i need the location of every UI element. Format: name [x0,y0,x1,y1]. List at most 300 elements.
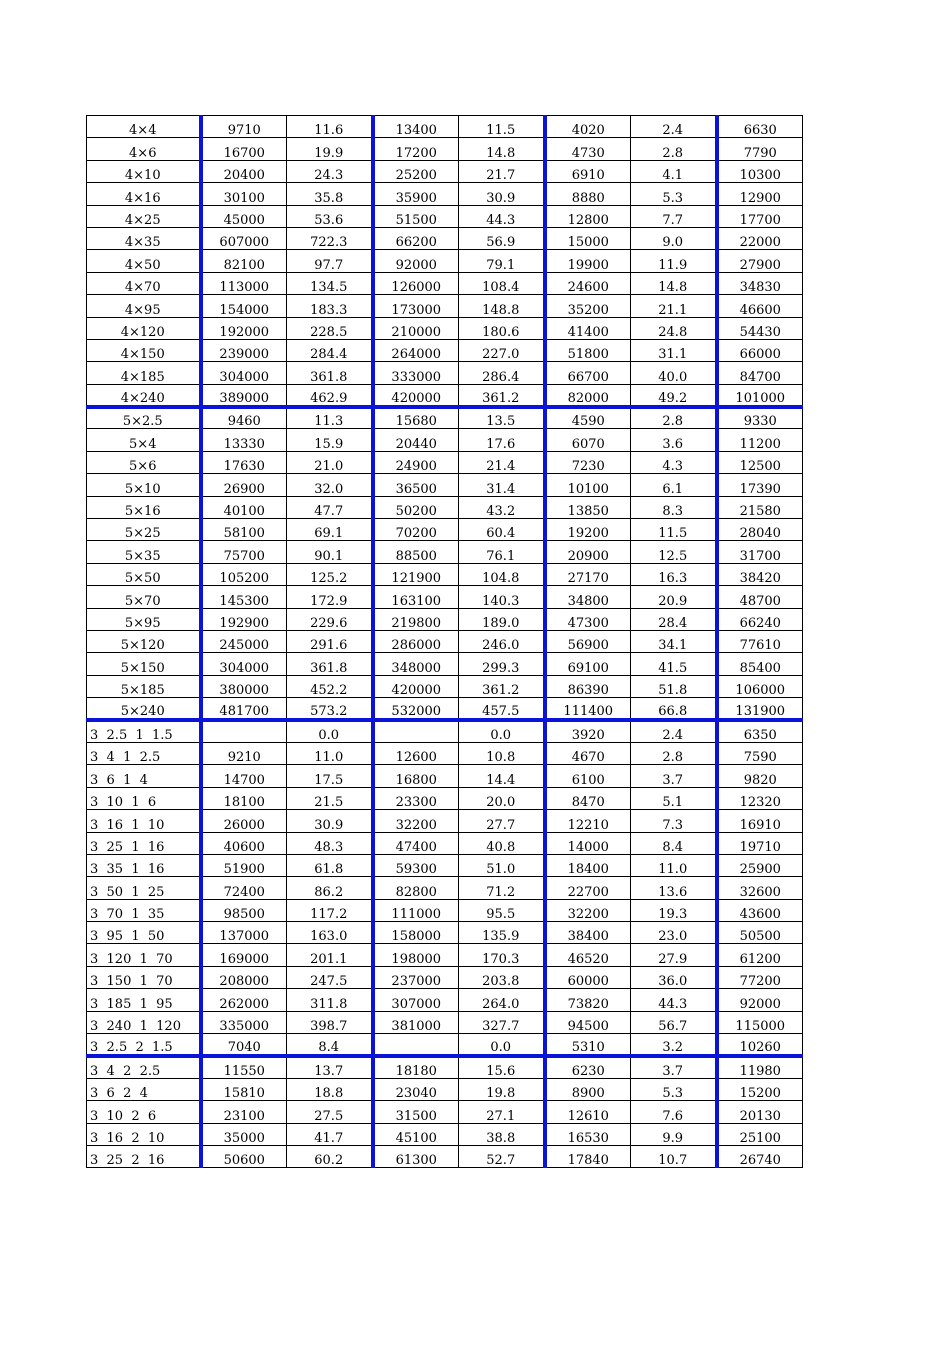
value-cell: 52.7 [459,1145,545,1167]
table-row [87,227,803,249]
value-cell: 361.8 [287,362,373,384]
value-cell: 145300 [201,586,287,608]
value-cell: 361.2 [459,384,545,406]
spec-cell: 3 120 1 70 [87,944,201,966]
value-cell: 104.8 [459,563,545,585]
value-cell: 126000 [373,272,459,294]
value-cell: 10.7 [631,1145,717,1167]
value-cell: 15000 [545,227,631,249]
value-cell: 49.2 [631,384,717,406]
value-cell: 61300 [373,1145,459,1167]
value-cell: 180.6 [459,317,545,339]
value-cell: 134.5 [287,272,373,294]
value-cell: 17390 [717,474,803,496]
value-cell: 31500 [373,1101,459,1123]
value-cell: 12600 [373,742,459,764]
value-cell: 14.4 [459,765,545,787]
value-cell: 286.4 [459,362,545,384]
spec-cell: 3 95 1 50 [87,922,201,944]
value-cell: 7230 [545,451,631,473]
value-cell: 722.3 [287,227,373,249]
value-cell: 28040 [717,519,803,541]
value-cell: 12320 [717,787,803,809]
value-cell: 44.3 [459,205,545,227]
value-cell: 307000 [373,989,459,1011]
value-cell: 389000 [201,384,287,406]
value-cell: 40100 [201,496,287,518]
value-cell: 284.4 [287,339,373,361]
value-cell: 192900 [201,608,287,630]
table-row [87,407,803,429]
value-cell: 27.9 [631,944,717,966]
value-cell: 56.9 [459,227,545,249]
value-cell: 420000 [373,384,459,406]
value-cell: 41400 [545,317,631,339]
value-cell: 163100 [373,586,459,608]
table-row [87,1123,803,1145]
value-cell: 192000 [201,317,287,339]
value-cell: 16530 [545,1123,631,1145]
value-cell: 54430 [717,317,803,339]
value-cell: 69.1 [287,519,373,541]
value-cell: 481700 [201,698,287,720]
value-cell: 35200 [545,295,631,317]
value-cell: 15680 [373,407,459,429]
value-cell: 60.4 [459,519,545,541]
value-cell: 66.8 [631,698,717,720]
value-cell: 47400 [373,832,459,854]
value-cell: 94500 [545,1011,631,1033]
value-cell: 61.8 [287,854,373,876]
table-row [87,563,803,585]
table-row [87,966,803,988]
value-cell: 11980 [717,1056,803,1078]
value-cell: 4.3 [631,451,717,473]
value-cell: 82000 [545,384,631,406]
value-cell: 19710 [717,832,803,854]
value-cell: 40.0 [631,362,717,384]
table-row [87,451,803,473]
value-cell: 333000 [373,362,459,384]
value-cell: 19.8 [459,1078,545,1100]
value-cell: 40.8 [459,832,545,854]
value-cell: 9210 [201,742,287,764]
table-row [87,1078,803,1100]
value-cell: 90.1 [287,541,373,563]
value-cell: 59300 [373,854,459,876]
value-cell: 2.8 [631,138,717,160]
value-cell: 0.0 [459,1034,545,1056]
table-row [87,496,803,518]
spec-cell: 5×10 [87,474,201,496]
value-cell: 198000 [373,944,459,966]
value-cell: 158000 [373,922,459,944]
value-cell: 11.5 [459,116,545,138]
value-cell: 27.5 [287,1101,373,1123]
value-cell: 3.6 [631,429,717,451]
value-cell: 7040 [201,1034,287,1056]
spec-cell: 5×2.5 [87,407,201,429]
value-cell: 60.2 [287,1145,373,1167]
spec-cell: 3 150 1 70 [87,966,201,988]
value-cell: 20.9 [631,586,717,608]
spec-cell: 4×240 [87,384,201,406]
value-cell: 6910 [545,160,631,182]
value-cell: 135.9 [459,922,545,944]
value-cell: 2.4 [631,116,717,138]
value-cell: 72400 [201,877,287,899]
value-cell: 462.9 [287,384,373,406]
value-cell: 17630 [201,451,287,473]
table-row [87,586,803,608]
value-cell: 8.4 [287,1034,373,1056]
table-row [87,116,803,138]
value-cell: 70200 [373,519,459,541]
value-cell: 51.8 [631,675,717,697]
value-cell: 14.8 [631,272,717,294]
table-row [87,519,803,541]
value-cell: 3.2 [631,1034,717,1056]
value-cell: 2.8 [631,407,717,429]
spec-cell: 4×10 [87,160,201,182]
value-cell: 10.8 [459,742,545,764]
table-row [87,698,803,720]
value-cell: 31.1 [631,339,717,361]
value-cell: 14700 [201,765,287,787]
value-cell: 45100 [373,1123,459,1145]
value-cell: 169000 [201,944,287,966]
value-cell: 86.2 [287,877,373,899]
table-row [87,630,803,652]
table-row [87,183,803,205]
table-row [87,205,803,227]
value-cell: 304000 [201,362,287,384]
value-cell: 21.4 [459,451,545,473]
value-cell: 21580 [717,496,803,518]
table-row [87,742,803,764]
value-cell: 15.9 [287,429,373,451]
value-cell: 9.0 [631,227,717,249]
value-cell: 4590 [545,407,631,429]
value-cell: 40600 [201,832,287,854]
spec-cell: 5×185 [87,675,201,697]
value-cell: 7.3 [631,810,717,832]
value-cell: 21.1 [631,295,717,317]
table-row [87,317,803,339]
value-cell: 148.8 [459,295,545,317]
table-row [87,384,803,406]
value-cell: 117.2 [287,899,373,921]
value-cell: 8880 [545,183,631,205]
value-cell: 66200 [373,227,459,249]
value-cell: 13400 [373,116,459,138]
value-cell: 15.6 [459,1056,545,1078]
value-cell: 16800 [373,765,459,787]
value-cell: 12900 [717,183,803,205]
spec-cell: 3 6 2 4 [87,1078,201,1100]
value-cell: 82800 [373,877,459,899]
value-cell: 16.3 [631,563,717,585]
value-cell: 25200 [373,160,459,182]
value-cell: 7.7 [631,205,717,227]
table-row [87,989,803,1011]
value-cell: 10100 [545,474,631,496]
value-cell: 48700 [717,586,803,608]
table-row [87,474,803,496]
value-cell: 0.0 [459,720,545,742]
value-cell: 11.9 [631,250,717,272]
table-row [87,675,803,697]
value-cell: 111000 [373,899,459,921]
value-cell: 361.8 [287,653,373,675]
value-cell: 6350 [717,720,803,742]
value-cell: 26740 [717,1145,803,1167]
spec-cell: 5×120 [87,630,201,652]
table-body [87,116,803,1168]
value-cell: 20440 [373,429,459,451]
value-cell: 17700 [717,205,803,227]
value-cell: 27.7 [459,810,545,832]
value-cell: 16910 [717,810,803,832]
value-cell: 36500 [373,474,459,496]
spec-cell: 3 25 2 16 [87,1145,201,1167]
spec-cell: 4×95 [87,295,201,317]
value-cell: 23100 [201,1101,287,1123]
table-row [87,160,803,182]
spec-cell: 4×35 [87,227,201,249]
value-cell: 8900 [545,1078,631,1100]
value-cell: 219800 [373,608,459,630]
value-cell: 137000 [201,922,287,944]
value-cell: 19.9 [287,138,373,160]
value-cell [373,1034,459,1056]
value-cell: 452.2 [287,675,373,697]
value-cell: 11.5 [631,519,717,541]
value-cell: 304000 [201,653,287,675]
table-row [87,1101,803,1123]
value-cell: 264000 [373,339,459,361]
value-cell: 247.5 [287,966,373,988]
value-cell: 95.5 [459,899,545,921]
value-cell: 286000 [373,630,459,652]
value-cell: 66000 [717,339,803,361]
spec-cell: 5×70 [87,586,201,608]
value-cell: 30100 [201,183,287,205]
value-cell: 13.7 [287,1056,373,1078]
value-cell: 6100 [545,765,631,787]
spec-cell: 3 10 2 6 [87,1101,201,1123]
value-cell: 19900 [545,250,631,272]
value-cell: 3.7 [631,765,717,787]
value-cell: 66700 [545,362,631,384]
value-cell: 19200 [545,519,631,541]
value-cell: 15200 [717,1078,803,1100]
value-cell: 25100 [717,1123,803,1145]
spec-cell: 4×185 [87,362,201,384]
value-cell: 86390 [545,675,631,697]
value-cell: 11200 [717,429,803,451]
value-cell: 210000 [373,317,459,339]
value-cell: 113000 [201,272,287,294]
value-cell: 420000 [373,675,459,697]
value-cell: 21.0 [287,451,373,473]
value-cell: 51800 [545,339,631,361]
value-cell: 348000 [373,653,459,675]
value-cell: 46520 [545,944,631,966]
value-cell: 32600 [717,877,803,899]
value-cell: 77610 [717,630,803,652]
value-cell: 27900 [717,250,803,272]
table-row [87,944,803,966]
value-cell: 19.3 [631,899,717,921]
value-cell: 17840 [545,1145,631,1167]
value-cell: 163.0 [287,922,373,944]
value-cell: 18400 [545,854,631,876]
value-cell: 85400 [717,653,803,675]
table-row [87,653,803,675]
value-cell: 4.1 [631,160,717,182]
value-cell: 173000 [373,295,459,317]
table-row [87,250,803,272]
spec-cell: 4×70 [87,272,201,294]
value-cell: 10260 [717,1034,803,1056]
value-cell: 23040 [373,1078,459,1100]
spec-cell: 3 35 1 16 [87,854,201,876]
value-cell: 532000 [373,698,459,720]
value-cell: 12800 [545,205,631,227]
value-cell: 5.1 [631,787,717,809]
value-cell: 262000 [201,989,287,1011]
value-cell: 32200 [545,899,631,921]
table-row [87,1011,803,1033]
spec-cell: 3 70 1 35 [87,899,201,921]
value-cell: 75700 [201,541,287,563]
value-cell: 22000 [717,227,803,249]
value-cell: 25900 [717,854,803,876]
value-cell: 71.2 [459,877,545,899]
spec-cell: 4×16 [87,183,201,205]
value-cell: 14.8 [459,138,545,160]
spec-cell: 4×120 [87,317,201,339]
value-cell: 12610 [545,1101,631,1123]
spec-cell: 3 4 1 2.5 [87,742,201,764]
value-cell: 15810 [201,1078,287,1100]
value-cell: 13850 [545,496,631,518]
value-cell: 13330 [201,429,287,451]
value-cell: 51500 [373,205,459,227]
spec-cell: 5×25 [87,519,201,541]
spec-cell: 3 16 2 10 [87,1123,201,1145]
value-cell: 24900 [373,451,459,473]
value-cell: 237000 [373,966,459,988]
value-cell: 607000 [201,227,287,249]
value-cell: 121900 [373,563,459,585]
value-cell: 9820 [717,765,803,787]
value-cell: 30.9 [459,183,545,205]
value-cell: 8.3 [631,496,717,518]
value-cell: 4730 [545,138,631,160]
value-cell: 4670 [545,742,631,764]
value-cell: 12210 [545,810,631,832]
value-cell: 92000 [373,250,459,272]
value-cell: 239000 [201,339,287,361]
value-cell: 38400 [545,922,631,944]
spec-cell: 3 6 1 4 [87,765,201,787]
spec-cell: 5×4 [87,429,201,451]
table-row [87,1056,803,1078]
spec-cell: 4×4 [87,116,201,138]
value-cell: 35900 [373,183,459,205]
value-cell: 92000 [717,989,803,1011]
table-row [87,541,803,563]
spec-cell: 3 50 1 25 [87,877,201,899]
value-cell: 56.7 [631,1011,717,1033]
table-row [87,138,803,160]
value-cell: 6630 [717,116,803,138]
value-cell: 97.7 [287,250,373,272]
value-cell: 17.6 [459,429,545,451]
value-cell: 327.7 [459,1011,545,1033]
value-cell: 69100 [545,653,631,675]
table-row [87,787,803,809]
value-cell: 20900 [545,541,631,563]
value-cell: 189.0 [459,608,545,630]
value-cell: 11550 [201,1056,287,1078]
value-cell: 34800 [545,586,631,608]
value-cell: 2.4 [631,720,717,742]
spec-cell: 5×240 [87,698,201,720]
value-cell: 0.0 [287,720,373,742]
value-cell: 573.2 [287,698,373,720]
value-cell: 50600 [201,1145,287,1167]
value-cell: 53.6 [287,205,373,227]
value-cell: 24600 [545,272,631,294]
value-cell: 227.0 [459,339,545,361]
value-cell: 9.9 [631,1123,717,1145]
value-cell: 61200 [717,944,803,966]
spec-cell: 3 25 1 16 [87,832,201,854]
value-cell: 183.3 [287,295,373,317]
value-cell: 106000 [717,675,803,697]
value-cell: 34.1 [631,630,717,652]
value-cell: 26000 [201,810,287,832]
value-cell: 79.1 [459,250,545,272]
table-row [87,1034,803,1056]
table-row [87,339,803,361]
value-cell: 26900 [201,474,287,496]
value-cell: 34830 [717,272,803,294]
value-cell: 32200 [373,810,459,832]
value-cell: 77200 [717,966,803,988]
value-cell: 38420 [717,563,803,585]
value-cell: 50200 [373,496,459,518]
value-cell: 246.0 [459,630,545,652]
value-cell: 11.0 [287,742,373,764]
value-cell: 46600 [717,295,803,317]
table-row [87,854,803,876]
value-cell [201,720,287,742]
spec-cell: 5×35 [87,541,201,563]
value-cell: 11.6 [287,116,373,138]
value-cell: 35000 [201,1123,287,1145]
value-cell: 9460 [201,407,287,429]
value-cell: 203.8 [459,966,545,988]
spec-cell: 3 16 1 10 [87,810,201,832]
value-cell: 3.7 [631,1056,717,1078]
value-cell: 311.8 [287,989,373,1011]
table-row [87,272,803,294]
value-cell: 20130 [717,1101,803,1123]
